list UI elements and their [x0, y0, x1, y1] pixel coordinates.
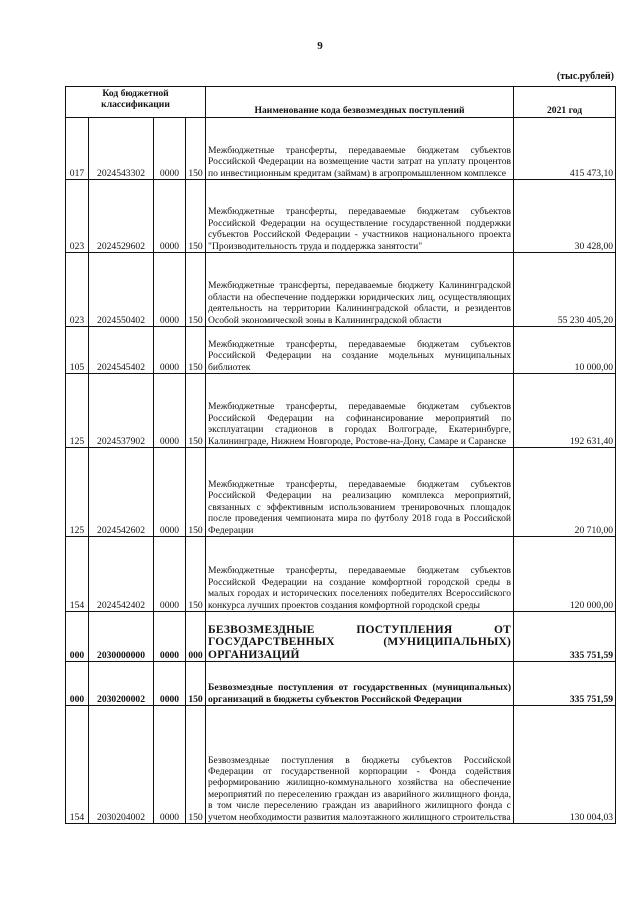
table-row — [66, 374, 616, 448]
budget-code: 2024550402 — [89, 253, 154, 327]
revenue-name: Межбюджетные трансферты, передаваемые бюджетам субъектов Российской Федерации на осуществление государственной поддержки субъектов Российской Федерации - участников национального проекта "Производительность труда и поддержка занятости" — [206, 180, 514, 253]
revenue-name: Межбюджетные трансферты, передаваемые бюджетам субъектов Российской Федерации на софинансирование мероприятий по эксплуатации стадионов в городах Волгограде, Екатеринбурге, Калининграде, Нижнем Новгороде, Ростове-на-Дону, Самаре и Саранске — [206, 374, 514, 448]
revenue-name: Межбюджетные трансферты, передаваемые бюджетам субъектов Российской Федерации на возмещение части затрат на уплату процентов по инвестиционным кредитам (займам) в агропромышленном комплексе — [206, 118, 514, 180]
units-label: (тыс.рублей) — [556, 71, 614, 82]
table-row — [66, 253, 616, 327]
header-year: 2021 год — [514, 87, 616, 118]
amount: 130 004,03 — [514, 706, 616, 824]
program-code: 0000 — [154, 537, 186, 612]
economic-code: 150 — [186, 374, 206, 448]
program-code: 0000 — [154, 327, 186, 374]
table-row — [66, 706, 616, 824]
budget-code: 2030200002 — [89, 662, 154, 706]
table-header-row — [66, 87, 616, 118]
amount: 55 230 405,20 — [514, 253, 616, 327]
admin-code: 023 — [66, 180, 89, 253]
economic-code: 150 — [186, 180, 206, 253]
table-row — [66, 327, 616, 374]
budget-code: 2024529602 — [89, 180, 154, 253]
revenue-table — [65, 86, 616, 824]
amount: 20 710,00 — [514, 448, 616, 537]
program-code: 0000 — [154, 662, 186, 706]
amount: 192 631,40 — [514, 374, 616, 448]
economic-code: 150 — [186, 448, 206, 537]
admin-code: 125 — [66, 448, 89, 537]
revenue-name: Межбюджетные трансферты, передаваемые бюджету Калининградской области на обеспечение поддержки юридических лиц, осуществляющих деятельность на территории Калининградской области, и резидентов Особой экономической зоны в Калининградской области — [206, 253, 514, 327]
amount: 335 751,59 — [514, 612, 616, 662]
budget-code: 2024542402 — [89, 537, 154, 612]
header-name: Наименование кода безвозмездных поступлений — [206, 87, 514, 118]
program-code: 0000 — [154, 448, 186, 537]
budget-code: 2024542602 — [89, 448, 154, 537]
economic-code: 150 — [186, 327, 206, 374]
revenue-name: Безвозмездные поступления в бюджеты субъектов Российской Федерации от государственной корпорации - Фонда содействия реформированию жилищно-коммунального хозяйства на обеспечение мероприятий по переселению граждан из аварийного жилищного фонда, в том числе переселению граждан из аварийного жилищного фонда с учетом необходимости развития малоэтажного жилищного строительства — [206, 706, 514, 824]
economic-code: 150 — [186, 118, 206, 180]
revenue-name: БЕЗВОЗМЕЗДНЫЕ ПОСТУПЛЕНИЯ ОТ ГОСУДАРСТВЕННЫХ (МУНИЦИПАЛЬНЫХ) ОРГАНИЗАЦИЙ — [206, 612, 514, 662]
admin-code: 154 — [66, 706, 89, 824]
program-code: 0000 — [154, 612, 186, 662]
budget-code: 2024543302 — [89, 118, 154, 180]
program-code: 0000 — [154, 374, 186, 448]
revenue-name: Межбюджетные трансферты, передаваемые бюджетам субъектов Российской Федерации на создание модельных муниципальных библиотек — [206, 327, 514, 374]
admin-code: 105 — [66, 327, 89, 374]
page-number: 9 — [317, 40, 323, 52]
admin-code: 000 — [66, 662, 89, 706]
amount: 120 000,00 — [514, 537, 616, 612]
program-code: 0000 — [154, 253, 186, 327]
header-code: Код бюджетной классификации — [66, 87, 206, 118]
amount: 10 000,00 — [514, 327, 616, 374]
admin-code: 000 — [66, 612, 89, 662]
budget-code: 2030000000 — [89, 612, 154, 662]
revenue-name: Межбюджетные трансферты, передаваемые бюджетам субъектов Российской Федерации на создание комфортной городской среды в малых городах и исторических поселениях победителях Всероссийского конкурса лучших проектов создания комфортной городской среды — [206, 537, 514, 612]
economic-code: 150 — [186, 253, 206, 327]
admin-code: 154 — [66, 537, 89, 612]
revenue-name: Безвозмездные поступления от государственных (муниципальных) организаций в бюджеты субъектов Российской Федерации — [206, 662, 514, 706]
program-code: 0000 — [154, 180, 186, 253]
table-row — [66, 448, 616, 537]
economic-code: 000 — [186, 612, 206, 662]
table-row — [66, 180, 616, 253]
budget-code: 2024545402 — [89, 327, 154, 374]
amount: 335 751,59 — [514, 662, 616, 706]
table-row — [66, 118, 616, 180]
admin-code: 017 — [66, 118, 89, 180]
program-code: 0000 — [154, 118, 186, 180]
admin-code: 125 — [66, 374, 89, 448]
program-code: 0000 — [154, 706, 186, 824]
economic-code: 150 — [186, 706, 206, 824]
economic-code: 150 — [186, 537, 206, 612]
table-row — [66, 537, 616, 612]
budget-code: 2030204002 — [89, 706, 154, 824]
amount: 30 428,00 — [514, 180, 616, 253]
budget-code: 2024537902 — [89, 374, 154, 448]
table-row — [66, 612, 616, 662]
economic-code: 150 — [186, 662, 206, 706]
admin-code: 023 — [66, 253, 89, 327]
table-row — [66, 662, 616, 706]
revenue-name: Межбюджетные трансферты, передаваемые бюджетам субъектов Российской Федерации на реализацию комплекса мероприятий, связанных с эффективным использованием тренировочных площадок после проведения чемпионата мира по футболу 2018 года в Российской Федерации — [206, 448, 514, 537]
amount: 415 473,10 — [514, 118, 616, 180]
